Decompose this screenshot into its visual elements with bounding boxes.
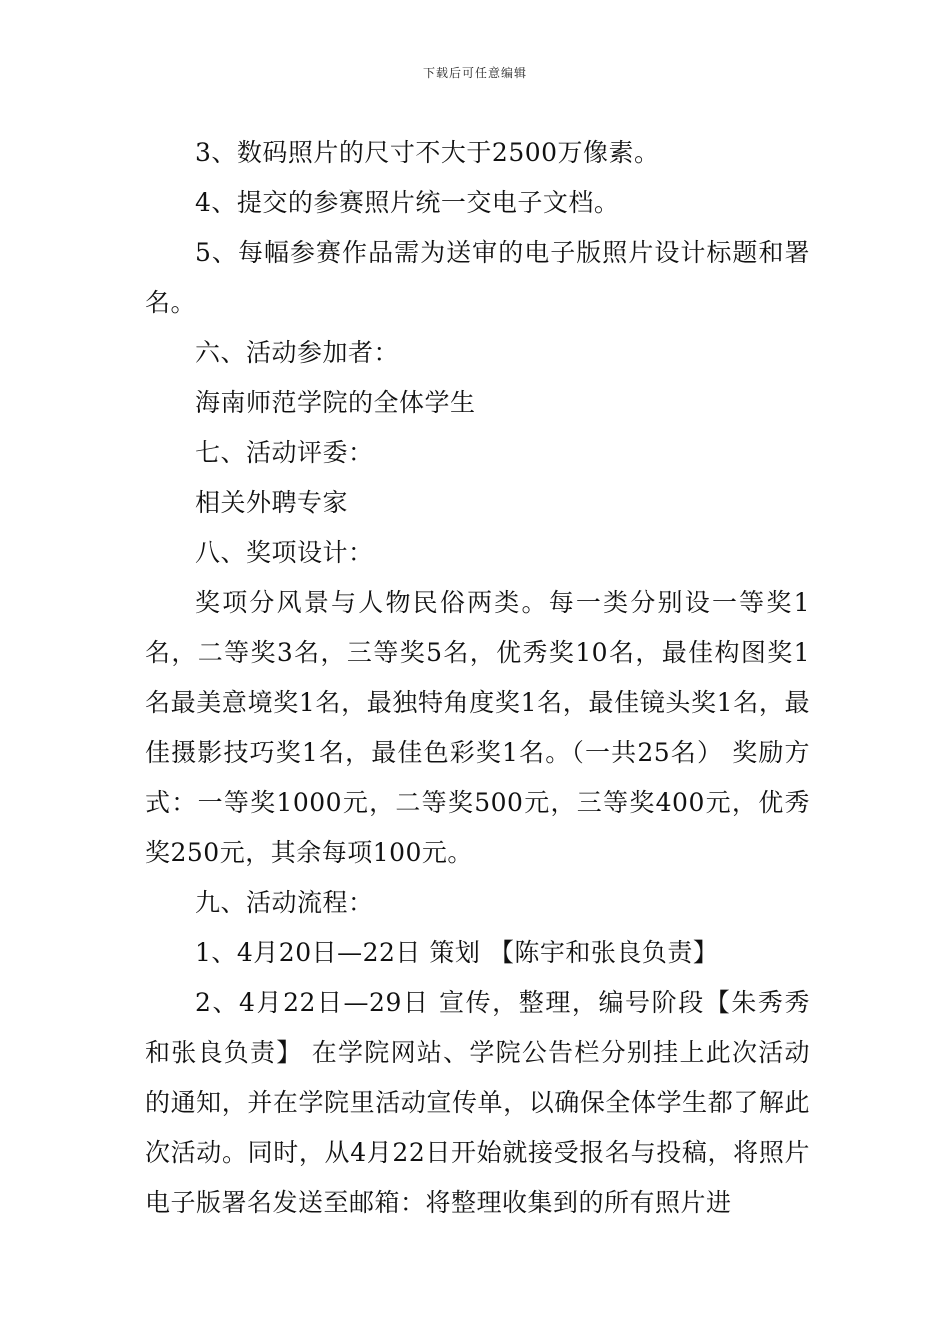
- paragraph-process-step-2: 2、4月22日—29日 宣传，整理，编号阶段【朱秀秀和张良负责】 在学院网站、学院公告栏分别挂上此次活动的通知，并在学院里活动宣传单，以确保全体学生都了解此次活动。同时，从4月22日开始就接受报名与投稿，将照片电子版署名发送至邮箱：将整理收集到的所有照片进: [145, 988, 810, 1217]
- section-heading-awards: 八、奖项设计：: [195, 538, 374, 567]
- page-header-note: 下载后可任意编辑: [422, 66, 527, 80]
- document-body: [145, 128, 810, 1228]
- section-heading-process: 九、活动流程：: [195, 888, 374, 917]
- paragraph-participants: 海南师范学院的全体学生: [195, 388, 476, 417]
- paragraph-process-step-1: 1、4月20日—22日 策划 【陈宇和张良负责】: [195, 938, 719, 967]
- section-heading-judges: 七、活动评委：: [195, 438, 374, 467]
- paragraph-submission-format: 4、提交的参赛照片统一交电子文档。: [195, 188, 620, 217]
- paragraph-photo-size: 3、数码照片的尺寸不大于2500万像素。: [195, 138, 660, 167]
- paragraph-judges: 相关外聘专家: [195, 488, 349, 517]
- paragraph-title-signature: 5、每幅参赛作品需为送审的电子版照片设计标题和署名。: [145, 238, 810, 317]
- paragraph-awards: 奖项分风景与人物民俗两类。每一类分别设一等奖1名，二等奖3名，三等奖5名，优秀奖10名，最佳构图奖1名最美意境奖1名，最独特角度奖1名，最佳镜头奖1名，最佳摄影技巧奖1名，最佳色彩奖1名。（一共25名） 奖励方式：一等奖1000元，二等奖500元，三等奖400元，优秀奖250元，其余每项100元。: [145, 588, 810, 867]
- section-heading-participants: 六、活动参加者：: [195, 338, 400, 367]
